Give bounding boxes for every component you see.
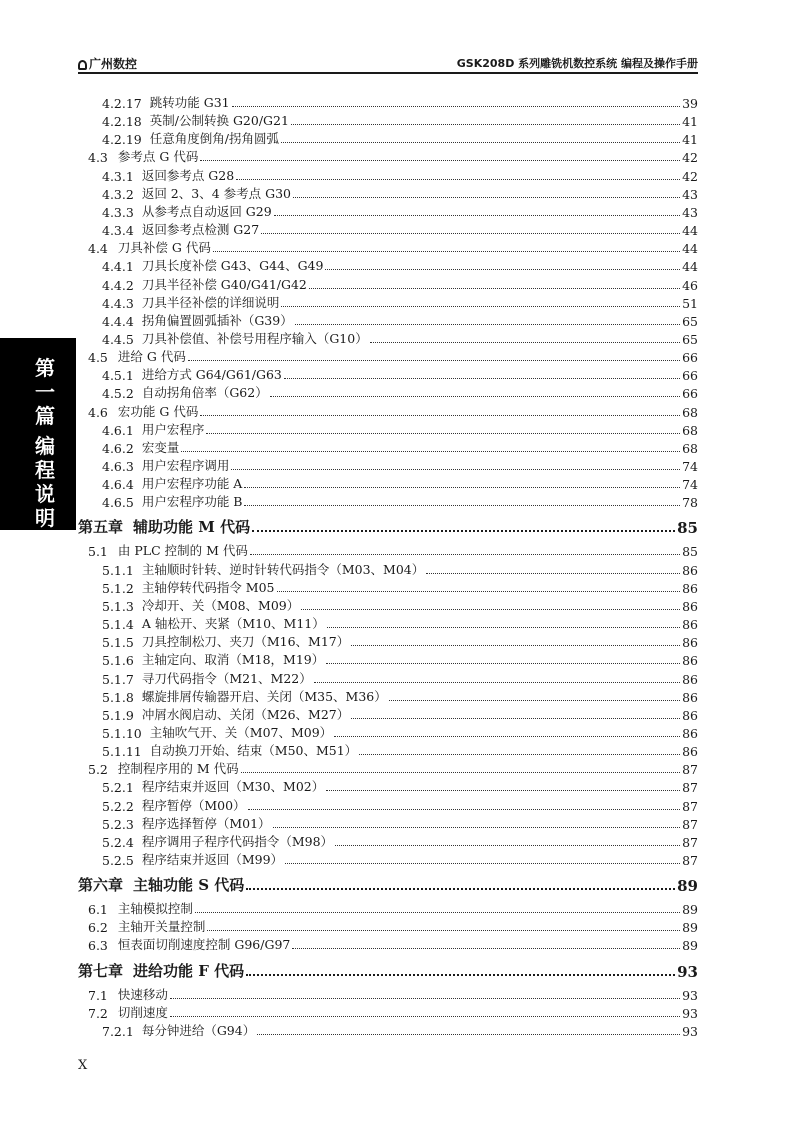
toc-leader-dots bbox=[241, 772, 680, 773]
toc-title: A 轴松开、夹紧（M10、M11） bbox=[141, 616, 325, 632]
toc-leader-dots bbox=[236, 179, 680, 180]
toc-number: 5.1.6 bbox=[102, 653, 134, 669]
section-tab-char: 程 bbox=[35, 458, 55, 482]
toc-page-number: 85 bbox=[677, 519, 698, 538]
toc-number: 4.4.4 bbox=[102, 313, 134, 329]
toc-title: 恒表面切削速度控制 G96/G97 bbox=[117, 937, 291, 953]
toc-title: 刀具补偿值、补偿号用程序输入（G10） bbox=[141, 330, 368, 346]
toc-page-number: 85 bbox=[682, 544, 698, 560]
toc-entry[interactable] bbox=[102, 275, 698, 293]
toc-entry[interactable] bbox=[102, 560, 698, 578]
toc-number: 第七章 bbox=[78, 961, 124, 980]
toc-number: 5.1.3 bbox=[102, 598, 134, 614]
toc-title: 主轴定向、取消（M18，M19） bbox=[141, 652, 325, 668]
toc-page-number: 68 bbox=[682, 440, 698, 456]
toc-entry[interactable] bbox=[102, 669, 698, 687]
toc-page-number: 87 bbox=[682, 816, 698, 832]
toc-leader-dots bbox=[206, 433, 680, 434]
section-tab-char: 编 bbox=[35, 434, 55, 458]
toc-chapter-entry[interactable] bbox=[78, 959, 698, 981]
section-tab-part bbox=[34, 356, 56, 428]
toc-page-number: 66 bbox=[682, 350, 698, 366]
toc-title: 用户宏程序 bbox=[141, 421, 205, 437]
toc-title: 辅助功能 M 代码 bbox=[133, 518, 251, 537]
toc-page-number: 86 bbox=[682, 689, 698, 705]
toc-number: 第六章 bbox=[78, 876, 124, 895]
toc-entry[interactable] bbox=[102, 650, 698, 668]
toc-title: 用户宏程序功能 B bbox=[141, 494, 243, 510]
toc-leader-dots bbox=[232, 106, 680, 107]
toc-title: 返回 2、3、4 参考点 G30 bbox=[141, 185, 291, 201]
toc-number: 4.6.1 bbox=[102, 422, 134, 438]
toc-page-number: 89 bbox=[677, 877, 698, 896]
toc-page-number: 86 bbox=[682, 653, 698, 669]
toc-title: 刀具补偿 G 代码 bbox=[117, 240, 211, 256]
toc-number: 4.2.17 bbox=[102, 96, 142, 111]
toc-number: 5.2 bbox=[88, 762, 108, 778]
toc-page-number: 66 bbox=[682, 368, 698, 384]
toc-leader-dots bbox=[244, 505, 680, 506]
toc-number: 4.4.1 bbox=[102, 259, 134, 275]
logo-mark-icon bbox=[78, 60, 87, 70]
toc-number: 4.2.19 bbox=[102, 132, 142, 148]
toc-entry[interactable] bbox=[102, 365, 698, 383]
toc-leader-dots bbox=[351, 645, 680, 646]
toc-entry[interactable] bbox=[102, 220, 698, 238]
toc-title: 返回参考点 G28 bbox=[141, 167, 235, 183]
toc-title: 切削速度 bbox=[117, 1004, 168, 1020]
toc-page-number: 42 bbox=[682, 168, 698, 184]
toc-number: 5.1.8 bbox=[102, 689, 134, 705]
toc-leader-dots bbox=[170, 998, 680, 999]
toc-leader-dots bbox=[277, 591, 681, 592]
toc-number: 5.2.2 bbox=[102, 798, 134, 814]
section-tab-char: 说 bbox=[35, 482, 55, 506]
toc-leader-dots bbox=[274, 215, 680, 216]
toc-leader-dots bbox=[291, 124, 680, 125]
toc-entry[interactable] bbox=[102, 687, 698, 705]
toc-title: 快速移动 bbox=[117, 986, 168, 1002]
toc-entry[interactable] bbox=[88, 985, 698, 1003]
toc-title: 任意角度倒角/拐角圆弧 bbox=[149, 131, 279, 147]
toc-leader-dots bbox=[281, 142, 680, 143]
manual-title: GSK208D 系列雕铣机数控系统 编程及操作手册 bbox=[456, 57, 698, 70]
toc-number: 5.1.4 bbox=[102, 617, 134, 633]
toc-page-number: 87 bbox=[682, 762, 698, 778]
toc-number: 7.2.1 bbox=[102, 1023, 134, 1039]
toc-page-number: 44 bbox=[682, 259, 698, 275]
toc-page-number: 86 bbox=[682, 562, 698, 578]
toc-title: 程序暂停（M00） bbox=[141, 797, 246, 813]
toc-entry[interactable] bbox=[102, 293, 698, 311]
toc-number: 5.1.1 bbox=[102, 562, 134, 578]
toc-page-number: 93 bbox=[682, 987, 698, 1003]
toc-leader-dots bbox=[292, 948, 680, 949]
toc-number: 4.6.2 bbox=[102, 440, 134, 456]
toc-number: 5.1.10 bbox=[102, 725, 142, 741]
page-header bbox=[78, 52, 698, 72]
section-tab-char: 明 bbox=[35, 506, 55, 530]
toc-number: 4.6.4 bbox=[102, 477, 134, 493]
toc-number: 5.1.7 bbox=[102, 671, 134, 687]
toc-page-number: 89 bbox=[682, 902, 698, 918]
toc-entry[interactable] bbox=[88, 759, 698, 777]
toc-leader-dots bbox=[359, 754, 680, 755]
toc-number: 4.3.2 bbox=[102, 186, 134, 202]
toc-number: 4.2.18 bbox=[102, 114, 142, 130]
toc-page-number: 86 bbox=[682, 707, 698, 723]
toc-number: 4.5 bbox=[88, 350, 108, 366]
toc-entry[interactable] bbox=[102, 474, 698, 492]
toc-entry[interactable] bbox=[102, 632, 698, 650]
toc-page-number: 93 bbox=[677, 962, 698, 981]
toc-leader-dots bbox=[170, 1016, 680, 1017]
toc-title: 冲屑水阀启动、关闭（M26、M27） bbox=[141, 706, 350, 722]
toc-page-number: 87 bbox=[682, 853, 698, 868]
toc-number: 5.1 bbox=[88, 544, 108, 560]
toc-title: 进给方式 G64/G61/G63 bbox=[141, 367, 282, 383]
toc-title: 返回参考点检测 G27 bbox=[141, 222, 260, 238]
section-tab-char: 篇 bbox=[35, 404, 55, 428]
toc-page-number: 89 bbox=[682, 920, 698, 936]
toc-page-number: 86 bbox=[682, 671, 698, 687]
toc-title: 寻刀代码指令（M21、M22） bbox=[141, 670, 312, 686]
toc-title: 程序选择暂停（M01） bbox=[141, 815, 271, 831]
toc-entry[interactable] bbox=[102, 723, 698, 741]
toc-title: 用户宏程序调用 bbox=[141, 458, 230, 473]
toc-page-number: 87 bbox=[682, 834, 698, 850]
toc-page-number: 51 bbox=[682, 295, 698, 311]
toc-number: 第五章 bbox=[78, 518, 124, 537]
toc-number: 4.4 bbox=[88, 241, 108, 257]
toc-entry[interactable] bbox=[102, 777, 698, 795]
toc-leader-dots bbox=[231, 469, 680, 470]
toc-number: 6.1 bbox=[88, 902, 108, 918]
toc-number: 5.1.2 bbox=[102, 580, 134, 596]
toc-number: 4.3.3 bbox=[102, 204, 134, 220]
toc-number: 5.1.9 bbox=[102, 707, 134, 723]
toc-number: 5.2.1 bbox=[102, 780, 134, 796]
toc-entry[interactable] bbox=[102, 850, 698, 868]
toc-entry[interactable] bbox=[102, 420, 698, 438]
toc-number: 4.3.4 bbox=[102, 223, 134, 239]
toc-leader-dots bbox=[309, 288, 680, 289]
toc-leader-dots bbox=[284, 378, 680, 379]
header-rule bbox=[78, 72, 698, 74]
toc-entry[interactable] bbox=[88, 147, 698, 165]
toc-title: 宏功能 G 代码 bbox=[117, 403, 199, 419]
toc-entry[interactable] bbox=[102, 596, 698, 614]
toc-leader-dots bbox=[252, 530, 675, 532]
toc-leader-dots bbox=[325, 269, 680, 270]
toc-number: 4.4.5 bbox=[102, 331, 134, 347]
toc-page-number: 89 bbox=[682, 938, 698, 954]
toc-page-number: 42 bbox=[682, 150, 698, 166]
toc-entry[interactable] bbox=[102, 741, 698, 759]
toc-page-number: 93 bbox=[682, 1023, 698, 1039]
toc-page-number: 44 bbox=[682, 241, 698, 257]
toc-title: 跳转功能 G31 bbox=[149, 95, 230, 110]
toc-page-number: 41 bbox=[682, 114, 698, 130]
toc-leader-dots bbox=[351, 718, 680, 719]
toc-page-number: 86 bbox=[682, 725, 698, 741]
toc-entry[interactable] bbox=[102, 1021, 698, 1039]
toc-entry[interactable] bbox=[102, 184, 698, 202]
toc-number: 4.4.3 bbox=[102, 295, 134, 311]
toc-leader-dots bbox=[246, 888, 675, 890]
company-logo bbox=[78, 55, 137, 72]
toc-leader-dots bbox=[426, 573, 680, 574]
toc-leader-dots bbox=[248, 809, 681, 810]
toc-leader-dots bbox=[270, 396, 680, 397]
toc-leader-dots bbox=[326, 790, 680, 791]
toc-number: 4.5.2 bbox=[102, 386, 134, 402]
toc-title: 刀具半径补偿的详细说明 bbox=[141, 294, 280, 310]
toc-page-number: 65 bbox=[682, 313, 698, 329]
toc-leader-dots bbox=[281, 306, 680, 307]
toc-entry[interactable] bbox=[102, 311, 698, 329]
toc-entry[interactable] bbox=[88, 935, 698, 953]
toc-leader-dots bbox=[200, 160, 680, 161]
toc-leader-dots bbox=[213, 251, 680, 252]
toc-leader-dots bbox=[181, 451, 680, 452]
toc-page-number: 86 bbox=[682, 635, 698, 651]
toc-page-number: 43 bbox=[682, 186, 698, 202]
toc-leader-dots bbox=[326, 663, 680, 664]
toc-number: 7.1 bbox=[88, 987, 108, 1003]
toc-leader-dots bbox=[334, 736, 680, 737]
toc-title: 程序结束并返回（M30、M02） bbox=[141, 779, 325, 795]
toc-leader-dots bbox=[314, 682, 680, 683]
toc-entry[interactable] bbox=[88, 238, 698, 256]
toc-page-number: 44 bbox=[682, 223, 698, 239]
toc-leader-dots bbox=[246, 974, 675, 976]
toc-number: 5.2.5 bbox=[102, 853, 134, 868]
toc-page-number: 39 bbox=[682, 96, 698, 111]
toc-title: 拐角偏置圆弧插补（G39） bbox=[141, 312, 293, 328]
toc-title: 主轴模拟控制 bbox=[117, 901, 193, 917]
toc-entry[interactable] bbox=[102, 492, 698, 510]
toc-page-number: 68 bbox=[682, 404, 698, 420]
toc-entry[interactable] bbox=[102, 456, 698, 474]
toc-leader-dots bbox=[244, 487, 680, 488]
toc-title: 程序结束并返回（M99） bbox=[141, 852, 284, 867]
toc-number: 5.2.3 bbox=[102, 816, 134, 832]
toc-number: 4.3 bbox=[88, 150, 108, 166]
toc-entry[interactable] bbox=[102, 329, 698, 347]
toc-title: 程序调用子程序代码指令（M98） bbox=[141, 833, 334, 849]
toc-title: 主轴吹气开、关（M07、M09） bbox=[149, 724, 333, 740]
toc-number: 7.2 bbox=[88, 1005, 108, 1021]
toc-page-number: 68 bbox=[682, 422, 698, 438]
toc-page-number: 93 bbox=[682, 1005, 698, 1021]
toc-leader-dots bbox=[261, 233, 680, 234]
toc-title: 英制/公制转换 G20/G21 bbox=[149, 113, 289, 129]
toc-number: 6.2 bbox=[88, 920, 108, 936]
toc-entry[interactable] bbox=[102, 796, 698, 814]
toc-entry[interactable] bbox=[102, 614, 698, 632]
toc-page-number: 87 bbox=[682, 780, 698, 796]
section-tab bbox=[0, 338, 76, 530]
toc-title: 自动拐角倍率（G62） bbox=[141, 385, 268, 401]
toc-number: 5.1.5 bbox=[102, 635, 134, 651]
logo-text: 广州数控 bbox=[89, 57, 138, 71]
toc-number: 4.4.2 bbox=[102, 277, 134, 293]
toc-leader-dots bbox=[207, 930, 680, 931]
toc-title: 控制程序用的 M 代码 bbox=[117, 761, 239, 777]
toc-title: 冷却开、关（M08、M09） bbox=[141, 597, 300, 613]
toc-number: 4.6.5 bbox=[102, 495, 134, 511]
toc-entry[interactable] bbox=[88, 402, 698, 420]
toc-title: 主轴功能 S 代码 bbox=[133, 876, 245, 895]
toc-title: 用户宏程序功能 A bbox=[141, 476, 243, 492]
toc-title: 自动换刀开始、结束（M50、M51） bbox=[149, 743, 358, 759]
section-tab-name bbox=[34, 434, 56, 530]
toc-title: 从参考点自动返回 G29 bbox=[141, 203, 272, 219]
toc-title: 宏变量 bbox=[141, 439, 180, 455]
toc-number: 4.6.3 bbox=[102, 459, 134, 474]
toc-entry[interactable] bbox=[102, 93, 698, 111]
toc-entry[interactable] bbox=[88, 541, 698, 559]
toc-entry[interactable] bbox=[102, 202, 698, 220]
toc-title: 每分钟进给（G94） bbox=[141, 1022, 256, 1038]
toc-page-number: 74 bbox=[682, 459, 698, 474]
toc-leader-dots bbox=[301, 609, 680, 610]
toc-entry[interactable] bbox=[102, 383, 698, 401]
page-number: X bbox=[78, 1058, 88, 1073]
toc-leader-dots bbox=[285, 863, 680, 864]
toc-leader-dots bbox=[335, 845, 680, 846]
toc-page-number: 66 bbox=[682, 386, 698, 402]
toc-title: 刀具长度补偿 G43、G44、G49 bbox=[141, 258, 324, 274]
toc-title: 由 PLC 控制的 M 代码 bbox=[117, 543, 248, 559]
toc-page-number: 46 bbox=[682, 277, 698, 293]
toc-entry[interactable] bbox=[102, 166, 698, 184]
toc-entry[interactable] bbox=[88, 1003, 698, 1021]
toc-number: 5.2.4 bbox=[102, 834, 134, 850]
toc-page-number: 86 bbox=[682, 617, 698, 633]
toc-leader-dots bbox=[200, 415, 680, 416]
toc-number: 4.6 bbox=[88, 404, 108, 420]
toc-leader-dots bbox=[389, 700, 680, 701]
toc-entry[interactable] bbox=[102, 814, 698, 832]
toc-leader-dots bbox=[295, 324, 680, 325]
toc-entry[interactable] bbox=[102, 129, 698, 147]
toc-number: 4.5.1 bbox=[102, 368, 134, 384]
toc-page-number: 65 bbox=[682, 331, 698, 347]
toc-title: 主轴开关量控制 bbox=[117, 919, 206, 935]
toc-leader-dots bbox=[250, 554, 680, 555]
toc-chapter-entry[interactable] bbox=[78, 515, 698, 537]
toc-entry[interactable] bbox=[102, 256, 698, 274]
toc-entry[interactable] bbox=[102, 578, 698, 596]
toc-leader-dots bbox=[195, 912, 680, 913]
toc-page-number: 86 bbox=[682, 598, 698, 614]
toc-chapter-entry[interactable] bbox=[78, 873, 698, 895]
toc-number: 5.1.11 bbox=[102, 744, 142, 760]
toc-page-number: 78 bbox=[682, 495, 698, 511]
toc-leader-dots bbox=[273, 827, 681, 828]
toc-title: 刀具半径补偿 G40/G41/G42 bbox=[141, 276, 307, 292]
toc-title: 参考点 G 代码 bbox=[117, 149, 199, 165]
toc-number: 6.3 bbox=[88, 938, 108, 954]
toc-entry[interactable] bbox=[102, 832, 698, 850]
toc-entry[interactable] bbox=[88, 899, 698, 917]
toc-title: 主轴停转代码指令 M05 bbox=[141, 579, 275, 595]
toc-leader-dots bbox=[293, 197, 680, 198]
toc-leader-dots bbox=[370, 342, 680, 343]
toc-page-number: 87 bbox=[682, 798, 698, 814]
section-tab-char: 一 bbox=[35, 380, 55, 404]
toc-number: 4.3.1 bbox=[102, 168, 134, 184]
toc-entry[interactable] bbox=[102, 438, 698, 456]
toc-title: 螺旋排屑传输器开启、关闭（M35、M36） bbox=[141, 688, 387, 704]
toc-entry[interactable] bbox=[88, 347, 698, 365]
toc-page-number: 86 bbox=[682, 580, 698, 596]
toc-title: 刀具控制松刀、夹刀（M16、M17） bbox=[141, 634, 350, 650]
toc-leader-dots bbox=[188, 360, 680, 361]
toc-title: 进给 G 代码 bbox=[117, 349, 186, 365]
toc-title: 进给功能 F 代码 bbox=[133, 961, 245, 980]
toc-entry[interactable] bbox=[102, 705, 698, 723]
toc-page-number: 43 bbox=[682, 204, 698, 220]
toc-entry[interactable] bbox=[102, 111, 698, 129]
toc-page-number: 74 bbox=[682, 477, 698, 493]
toc-page-number: 86 bbox=[682, 744, 698, 760]
toc-leader-dots bbox=[257, 1034, 680, 1035]
toc-page-number: 41 bbox=[682, 132, 698, 148]
toc-title: 主轴顺时针转、逆时针转代码指令（M03、M04） bbox=[141, 561, 425, 577]
section-tab-char: 第 bbox=[35, 356, 55, 380]
toc-entry[interactable] bbox=[88, 917, 698, 935]
toc-leader-dots bbox=[327, 627, 680, 628]
